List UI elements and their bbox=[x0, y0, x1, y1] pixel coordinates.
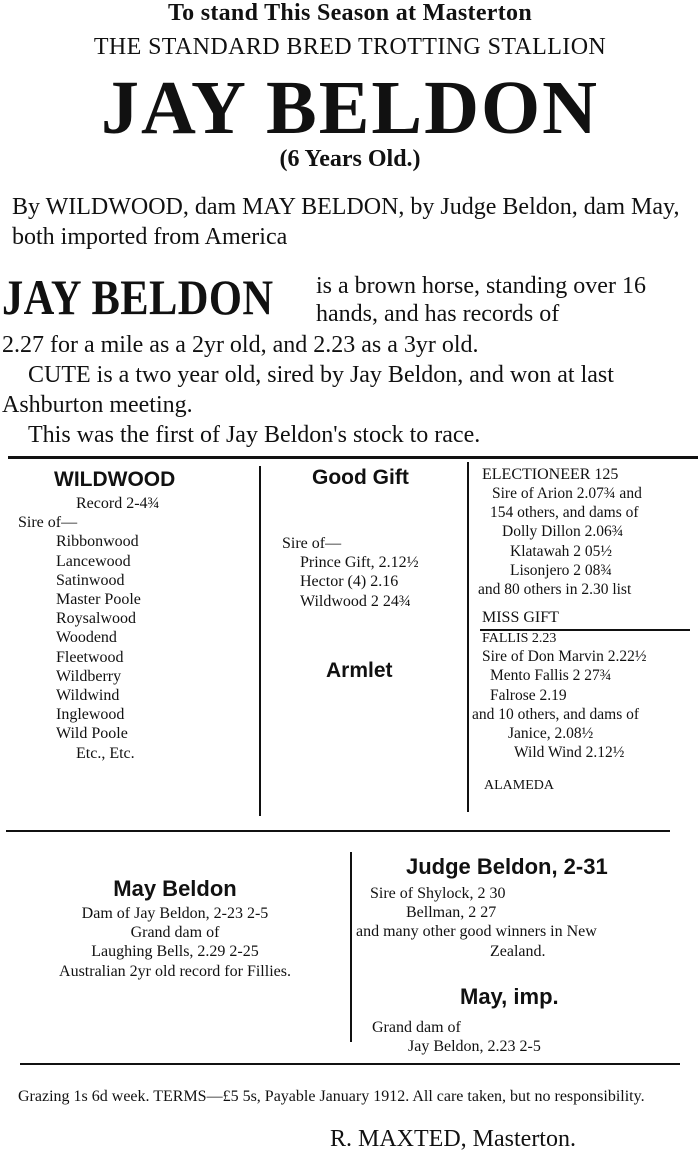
judge-beldon-line: and many other good winners in New bbox=[356, 923, 597, 941]
divider-col3 bbox=[350, 852, 352, 1042]
list-item: Wildwood 2 24¾ bbox=[300, 592, 411, 610]
judge-beldon-line: Bellman, 2 27 bbox=[406, 904, 497, 922]
electioneer-lines bbox=[472, 484, 698, 599]
judge-beldon-line: Zealand. bbox=[490, 942, 546, 960]
headline-stallion: THE STANDARD BRED TROTTING STALLION bbox=[93, 34, 607, 60]
list-item: Dolly Dillon 2.06¾ bbox=[502, 523, 624, 541]
wildwood-offspring-list bbox=[56, 532, 256, 762]
judge-beldon-block bbox=[356, 854, 696, 961]
miss-gift-title: MISS GIFT bbox=[482, 609, 559, 627]
description-part4: This was the first of Jay Beldon's stock to race. bbox=[28, 422, 481, 448]
list-item: Ribbonwood bbox=[56, 533, 139, 551]
list-item: Wildwind bbox=[56, 687, 120, 705]
may-beldon-line: Grand dam of bbox=[130, 924, 220, 942]
good-gift-offspring-list bbox=[300, 553, 464, 611]
list-item: Wild Wind 2.12½ bbox=[514, 744, 625, 762]
may-beldon-title: May Beldon bbox=[113, 876, 237, 901]
divider-middle bbox=[6, 830, 670, 832]
description-rest bbox=[2, 330, 692, 450]
list-item: and 80 others in 2.30 list bbox=[478, 581, 632, 599]
list-item: Falrose 2.19 bbox=[490, 686, 567, 704]
list-item: Woodend bbox=[56, 629, 117, 647]
lineage-text: By WILDWOOD, dam MAY BELDON, by Judge Beldon, dam May, both imported from America bbox=[12, 194, 680, 250]
list-item: Inglewood bbox=[56, 706, 125, 724]
list-item: Sire of Don Marvin 2.22½ bbox=[482, 648, 647, 666]
description-part2: 2.27 for a mile as a 2yr old, and 2.23 as a 3yr old. bbox=[2, 332, 479, 358]
good-gift-sire-of: Sire of— bbox=[282, 535, 342, 552]
list-item: Roysalwood bbox=[56, 610, 136, 628]
divider-bottom bbox=[20, 1063, 680, 1065]
horse-name-title: JAY BELDON bbox=[101, 66, 599, 150]
armlet-title: Armlet bbox=[326, 658, 393, 682]
terms-text: Grazing 1s 6d week. TERMS—£5 5s, Payable January 1912. All care taken, but no responsibility. bbox=[18, 1088, 645, 1105]
wildwood-sire-of: Sire of— bbox=[18, 514, 78, 532]
divider-col2 bbox=[467, 462, 469, 812]
may-beldon-block bbox=[10, 876, 340, 981]
list-item: 154 others, and dams of bbox=[490, 504, 639, 522]
list-item: Lancewood bbox=[56, 552, 131, 570]
advertiser-signature: R. MAXTED, Masterton. bbox=[330, 1126, 576, 1152]
horse-name-inline: JAY BELDON bbox=[2, 269, 274, 325]
headline-season: To stand This Season at Masterton bbox=[168, 0, 532, 26]
horse-age: (6 Years Old.) bbox=[279, 146, 421, 172]
list-item: Lisonjero 2 08¾ bbox=[510, 561, 613, 579]
list-item: Satinwood bbox=[56, 571, 125, 589]
may-beldon-line: Dam of Jay Beldon, 2-23 2-5 bbox=[81, 905, 269, 922]
alameda-title: ALAMEDA bbox=[484, 778, 554, 794]
list-item: and 10 others, and dams of bbox=[472, 705, 640, 723]
wildwood-title: WILDWOOD bbox=[54, 468, 176, 491]
divider-top bbox=[8, 456, 698, 459]
list-item: Wildberry bbox=[56, 667, 122, 685]
may-imp-block bbox=[372, 984, 692, 1056]
divider-col1 bbox=[259, 466, 261, 816]
electioneer-block bbox=[472, 466, 698, 794]
list-item: Etc., Etc. bbox=[76, 744, 135, 762]
wildwood-record: Record 2-4¾ bbox=[76, 495, 160, 512]
list-item: Fleetwood bbox=[56, 648, 124, 666]
may-imp-title: May, imp. bbox=[460, 984, 559, 1009]
may-beldon-line: Australian 2yr old record for Fillies. bbox=[59, 962, 291, 980]
good-gift-title: Good Gift bbox=[312, 466, 409, 489]
list-item: Prince Gift, 2.12½ bbox=[300, 554, 419, 572]
list-item: Wild Poole bbox=[56, 725, 128, 743]
may-beldon-line: Laughing Bells, 2.29 2-25 bbox=[91, 943, 259, 961]
list-item: Hector (4) 2.16 bbox=[300, 573, 399, 591]
fallis-title: FALLIS 2.23 bbox=[482, 631, 557, 647]
list-item: Sire of Arion 2.07¾ and bbox=[492, 485, 642, 502]
judge-beldon-line: Sire of Shylock, 2 30 bbox=[370, 885, 506, 902]
list-item: Mento Fallis 2 27¾ bbox=[490, 667, 612, 685]
may-imp-line: Jay Beldon, 2.23 2-5 bbox=[408, 1038, 541, 1056]
fallis-lines bbox=[472, 647, 698, 762]
description-part3: CUTE is a two year old, sired by Jay Beldon, and won at last Ashburton meeting. bbox=[2, 362, 614, 418]
wildwood-block bbox=[16, 468, 256, 763]
judge-beldon-title: Judge Beldon, 2-31 bbox=[406, 854, 608, 879]
electioneer-title: ELECTIONEER 125 bbox=[482, 466, 619, 483]
list-item: Master Poole bbox=[56, 591, 141, 609]
list-item: Klatawah 2 05½ bbox=[510, 542, 613, 560]
good-gift-block bbox=[266, 466, 464, 683]
may-imp-line: Grand dam of bbox=[372, 1019, 461, 1036]
list-item: Janice, 2.08½ bbox=[508, 725, 594, 743]
description-part1: is a brown horse, standing over 16 hands, and has records of bbox=[316, 273, 646, 327]
